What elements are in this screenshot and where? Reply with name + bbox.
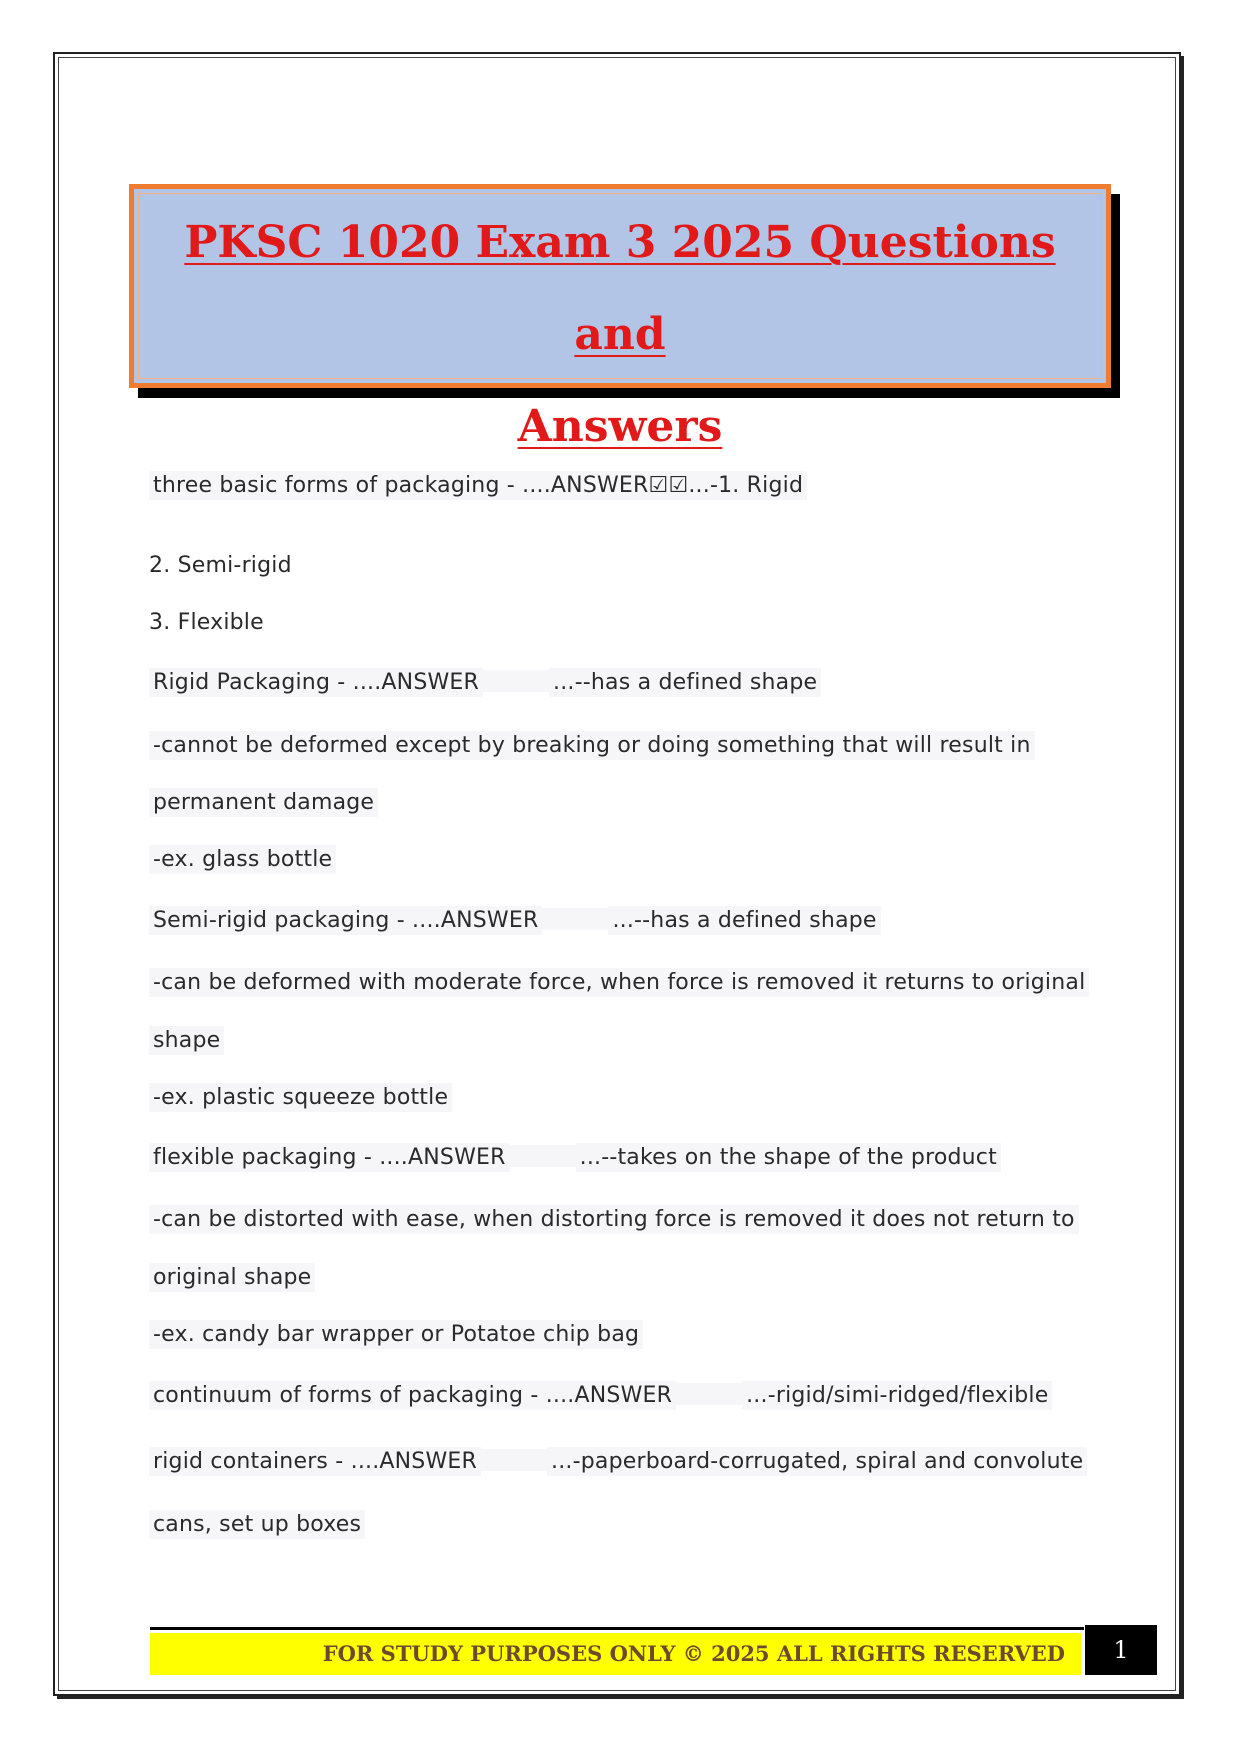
document-title-line-1: PKSC 1020 Exam 3 2025 Questions and (184, 217, 1056, 360)
answer-text: ...--has a defined shape (549, 668, 821, 697)
answer-line (149, 1028, 224, 1053)
answer-text: shape (149, 1026, 224, 1055)
answer-text: -ex. plastic squeeze bottle (149, 1083, 452, 1112)
answer-line (149, 1085, 452, 1110)
answer-text: ...--has a defined shape (608, 906, 880, 935)
question-line (149, 1145, 1001, 1170)
answer-text: -ex. candy bar wrapper or Potatoe chip bag (149, 1320, 643, 1349)
question-line (149, 908, 881, 933)
question-line (149, 1383, 1052, 1408)
answer-line (149, 790, 378, 815)
footer-rule (150, 1627, 1084, 1630)
answer-gap (542, 908, 608, 930)
answer-text: ...--takes on the shape of the product (576, 1143, 1001, 1172)
answer-text: original shape (149, 1263, 315, 1292)
answer-gap (676, 1383, 742, 1405)
answer-text: cans, set up boxes (149, 1510, 365, 1539)
answer-line (149, 970, 1089, 995)
answer-gap (481, 1449, 547, 1471)
footer-bar (150, 1633, 1081, 1675)
answer-line: 3. Flexible (149, 610, 264, 635)
question-term: rigid containers - ....ANSWER (149, 1447, 481, 1476)
answer-line (149, 1265, 315, 1290)
answer-text: ...-paperboard-corrugated, spiral and convolute (547, 1447, 1087, 1476)
question-term: Semi-rigid packaging - ....ANSWER (149, 906, 542, 935)
question-line (149, 473, 807, 498)
answer-line (149, 733, 1035, 758)
answer-text: -can be deformed with moderate force, when force is removed it returns to original (149, 968, 1089, 997)
answer-line (149, 847, 336, 872)
question-term: flexible packaging - ....ANSWER (149, 1143, 510, 1172)
answer-text: -ex. glass bottle (149, 845, 336, 874)
question-text: three basic forms of packaging - ....ANSWER☑☑...-1. Rigid (149, 471, 807, 500)
question-line (149, 670, 821, 695)
document-title-line-2: Answers (517, 401, 723, 452)
answer-line (149, 1512, 365, 1537)
document-title (134, 197, 1106, 473)
answer-gap (483, 670, 549, 692)
page-number: 1 (1085, 1625, 1157, 1675)
answer-text: ...-rigid/simi-ridged/flexible (742, 1381, 1052, 1410)
page-shadow-right (1181, 56, 1184, 1699)
answer-text: -can be distorted with ease, when distorting force is removed it does not return to (149, 1205, 1079, 1234)
answer-text: permanent damage (149, 788, 378, 817)
footer-text: FOR STUDY PURPOSES ONLY © 2025 ALL RIGHTS RESERVED (322, 1641, 1065, 1666)
page-shadow-bottom (57, 1696, 1184, 1699)
title-box (129, 184, 1111, 452)
answer-text: -cannot be deformed except by breaking or doing something that will result in (149, 731, 1035, 760)
answer-line (149, 1207, 1079, 1232)
answer-line: 2. Semi-rigid (149, 553, 292, 578)
question-term: Rigid Packaging - ....ANSWER (149, 668, 483, 697)
question-line (149, 1449, 1087, 1474)
question-term: continuum of forms of packaging - ....ANSWER (149, 1381, 676, 1410)
answer-line (149, 1322, 643, 1347)
answer-gap (510, 1145, 576, 1167)
